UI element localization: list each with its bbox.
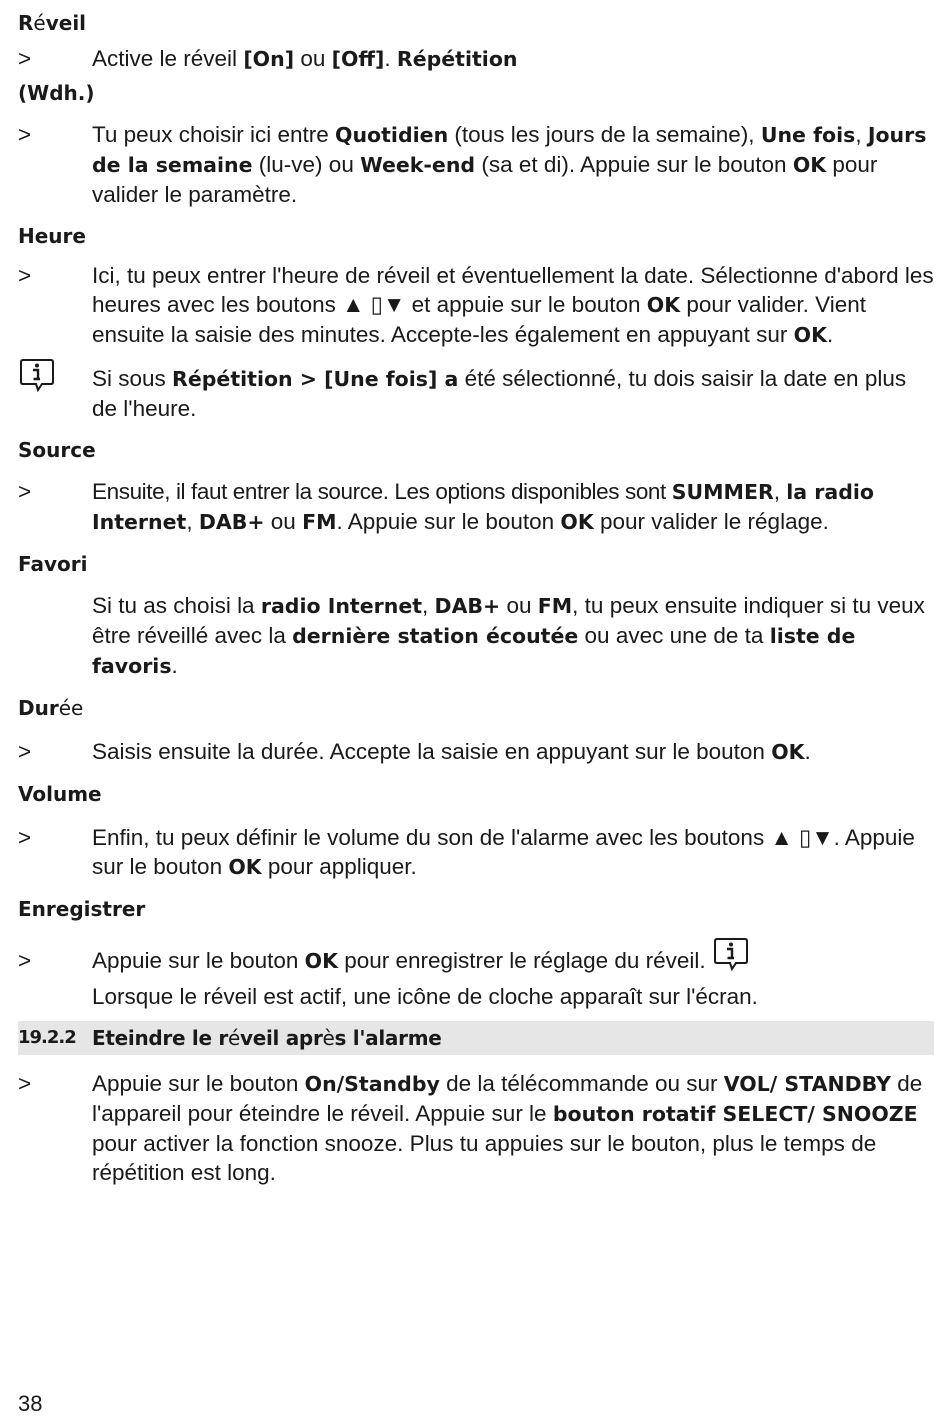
heading-duration-a: Dur <box>18 696 59 720</box>
text: de l'appareil pour éteindre le réveil. Appuie sur le <box>92 1071 923 1126</box>
heading-source: Source <box>18 438 96 462</box>
weekend-option: Week-end <box>360 153 476 177</box>
list-item-time <box>18 261 934 350</box>
heading-duration <box>18 693 934 723</box>
heading-alarm-r: R <box>18 11 34 35</box>
text: (lu-ve) ou <box>252 152 361 177</box>
text: (tous les jours de la semaine), <box>448 122 761 147</box>
text: pour enregistrer le réglage du réveil. <box>337 948 712 973</box>
text: ou <box>500 593 538 618</box>
section-title <box>92 1022 442 1054</box>
fm-option: FM <box>302 510 337 534</box>
text: , <box>186 509 199 534</box>
section-title-d: è <box>322 1026 335 1050</box>
section-title-e: s l'alarme <box>334 1026 442 1050</box>
list-item-text <box>92 261 934 350</box>
text: pour appliquer. <box>261 854 417 879</box>
daily-option: Quotidien <box>335 123 449 147</box>
ok-button-label: OK <box>646 293 681 317</box>
list-item-text <box>92 946 934 976</box>
text: , <box>855 122 868 147</box>
empty-marker <box>18 982 92 1011</box>
empty-marker <box>18 591 92 681</box>
text: Saisis ensuite la durée. Accepte la saisie en appuyant sur le bouton <box>92 739 772 764</box>
list-item-favorite <box>18 591 934 681</box>
text: pour activer la fonction snooze. Plus tu appuies sur le bouton, plus le temps de répétition est long. <box>92 1131 877 1185</box>
text: ou <box>264 509 303 534</box>
fm-option: FM <box>537 594 573 618</box>
bullet-marker: > <box>18 739 32 764</box>
on-option: [On] <box>243 47 295 71</box>
info-note-text <box>92 364 934 423</box>
info-note <box>18 364 934 423</box>
text: , <box>773 479 787 504</box>
text: été sélectionné, tu dois saisir la date en plus de l'heure. <box>92 366 907 421</box>
list-item-duration <box>18 737 934 767</box>
repetition-label: Répétition <box>396 47 518 71</box>
list-item-source <box>18 477 934 537</box>
list-item-text <box>92 44 934 74</box>
heading-save: Enregistrer <box>18 897 146 921</box>
list-item-text <box>92 823 934 882</box>
heading-favorite: Favori <box>18 552 88 576</box>
text: pour valider le réglage. <box>593 509 829 534</box>
page-number: 38 <box>18 1391 43 1416</box>
text: , <box>422 593 435 618</box>
text: pour valider. Vient ensuite la saisie des minutes. Accepte-les également en appuyant sur <box>92 292 867 347</box>
last-station-option: dernière station écoutée <box>292 624 579 648</box>
text: . <box>171 653 178 678</box>
ok-button-label: OK <box>228 855 262 879</box>
standby-button-label: On/Standby <box>304 1072 440 1096</box>
text: ou <box>294 46 332 71</box>
bell-icon-note: Lorsque le réveil est actif, une icône de cloche apparaît sur l'écran. <box>92 984 758 1009</box>
bullet-marker: > <box>18 1071 32 1096</box>
vol-standby-label: VOL/ STANDBY <box>723 1072 891 1096</box>
text: Ici, tu peux entrer l'heure de réveil et éventuellement la date. Sélectionne d'abord les heures avec les boutons ▲ ▯▼ et appuie sur le bouton <box>92 263 934 317</box>
list-item-save <box>18 946 934 976</box>
heading-time: Heure <box>18 224 86 248</box>
list-item-text <box>92 120 934 209</box>
text: , tu peux ensuite indiquer si tu veux être réveillé avec la <box>92 593 925 648</box>
text: Appuie sur le bouton <box>92 948 305 973</box>
section-title-c: veil apr <box>239 1026 323 1050</box>
ok-button-label: OK <box>771 740 805 764</box>
heading-duration-b: ée <box>58 696 84 720</box>
bullet-marker: > <box>18 122 32 147</box>
select-snooze-label: bouton rotatif SELECT/ SNOOZE <box>552 1102 918 1126</box>
list-item-repeat <box>18 120 934 209</box>
list-item-stop-alarm <box>18 1069 934 1187</box>
ok-button-label: OK <box>792 153 827 177</box>
list-item-save-note <box>18 982 934 1011</box>
info-marker <box>18 364 92 423</box>
dab-option: DAB+ <box>198 510 265 534</box>
list-item-alarm <box>18 44 934 74</box>
text: Active le réveil <box>92 46 244 71</box>
text: Si sous <box>92 366 173 391</box>
text: ou avec une de ta <box>578 623 770 648</box>
list-item-text <box>92 737 934 767</box>
heading-repetition <box>18 78 934 108</box>
favorites-list-option: liste de favoris <box>92 624 856 678</box>
list-item-text <box>92 1069 934 1187</box>
ok-button-label: OK <box>793 323 827 347</box>
bullet-marker: > <box>18 948 32 973</box>
text: Ensuite, il faut entrer la source. Les options disponibles sont <box>92 479 672 504</box>
text: Appuie sur le bouton <box>92 1071 305 1096</box>
section-title-b: é <box>227 1026 240 1050</box>
text: Enfin, tu peux définir le volume du son de l'alarme avec les boutons ▲ ▯▼. Appuie sur le bouton <box>92 825 915 879</box>
list-item-text <box>92 477 934 537</box>
text: . <box>826 322 834 347</box>
summer-option: SUMMER <box>671 480 774 504</box>
text: (sa et di). Appuie sur le bouton <box>475 152 793 177</box>
ok-button-label: OK <box>304 949 338 973</box>
section-title-a: Eteindre le r <box>92 1026 228 1050</box>
note-bold: Répétition > [Une fois] a <box>172 367 459 391</box>
dab-option: DAB+ <box>434 594 501 618</box>
text: . Appuie sur le bouton <box>336 509 561 534</box>
heading-alarm-veil: veil <box>45 11 87 35</box>
info-icon <box>712 936 750 974</box>
text: . <box>384 46 397 71</box>
text: Tu peux choisir ici entre <box>92 122 336 147</box>
heading-alarm-e: é <box>33 11 46 35</box>
bullet-marker: > <box>18 263 32 288</box>
ok-button-label: OK <box>560 510 594 534</box>
once-option: Une fois <box>760 123 856 147</box>
list-item-text <box>92 591 934 681</box>
weekdays-option: Jours de la semaine <box>92 123 927 177</box>
section-heading <box>18 1021 934 1055</box>
list-item-volume <box>18 823 934 882</box>
heading-volume: Volume <box>18 782 102 806</box>
document-page <box>18 8 934 1187</box>
text: de la télécommande ou sur <box>439 1071 724 1096</box>
bullet-marker: > <box>18 825 32 850</box>
text: . <box>804 739 811 764</box>
off-option: [Off] <box>331 47 385 71</box>
bullet-marker: > <box>18 479 32 504</box>
internet-radio-option: radio Internet <box>260 594 423 618</box>
text: pour valider le paramètre. <box>92 152 878 207</box>
internet-radio-option: la radio Internet <box>92 480 874 534</box>
info-icon <box>18 357 56 395</box>
heading-alarm <box>18 8 934 38</box>
bullet-marker: > <box>18 46 32 71</box>
text: Si tu as choisi la <box>92 593 261 618</box>
repetition-abbrev: (Wdh.) <box>18 81 95 105</box>
section-number: 19.2.2 <box>18 1027 76 1048</box>
